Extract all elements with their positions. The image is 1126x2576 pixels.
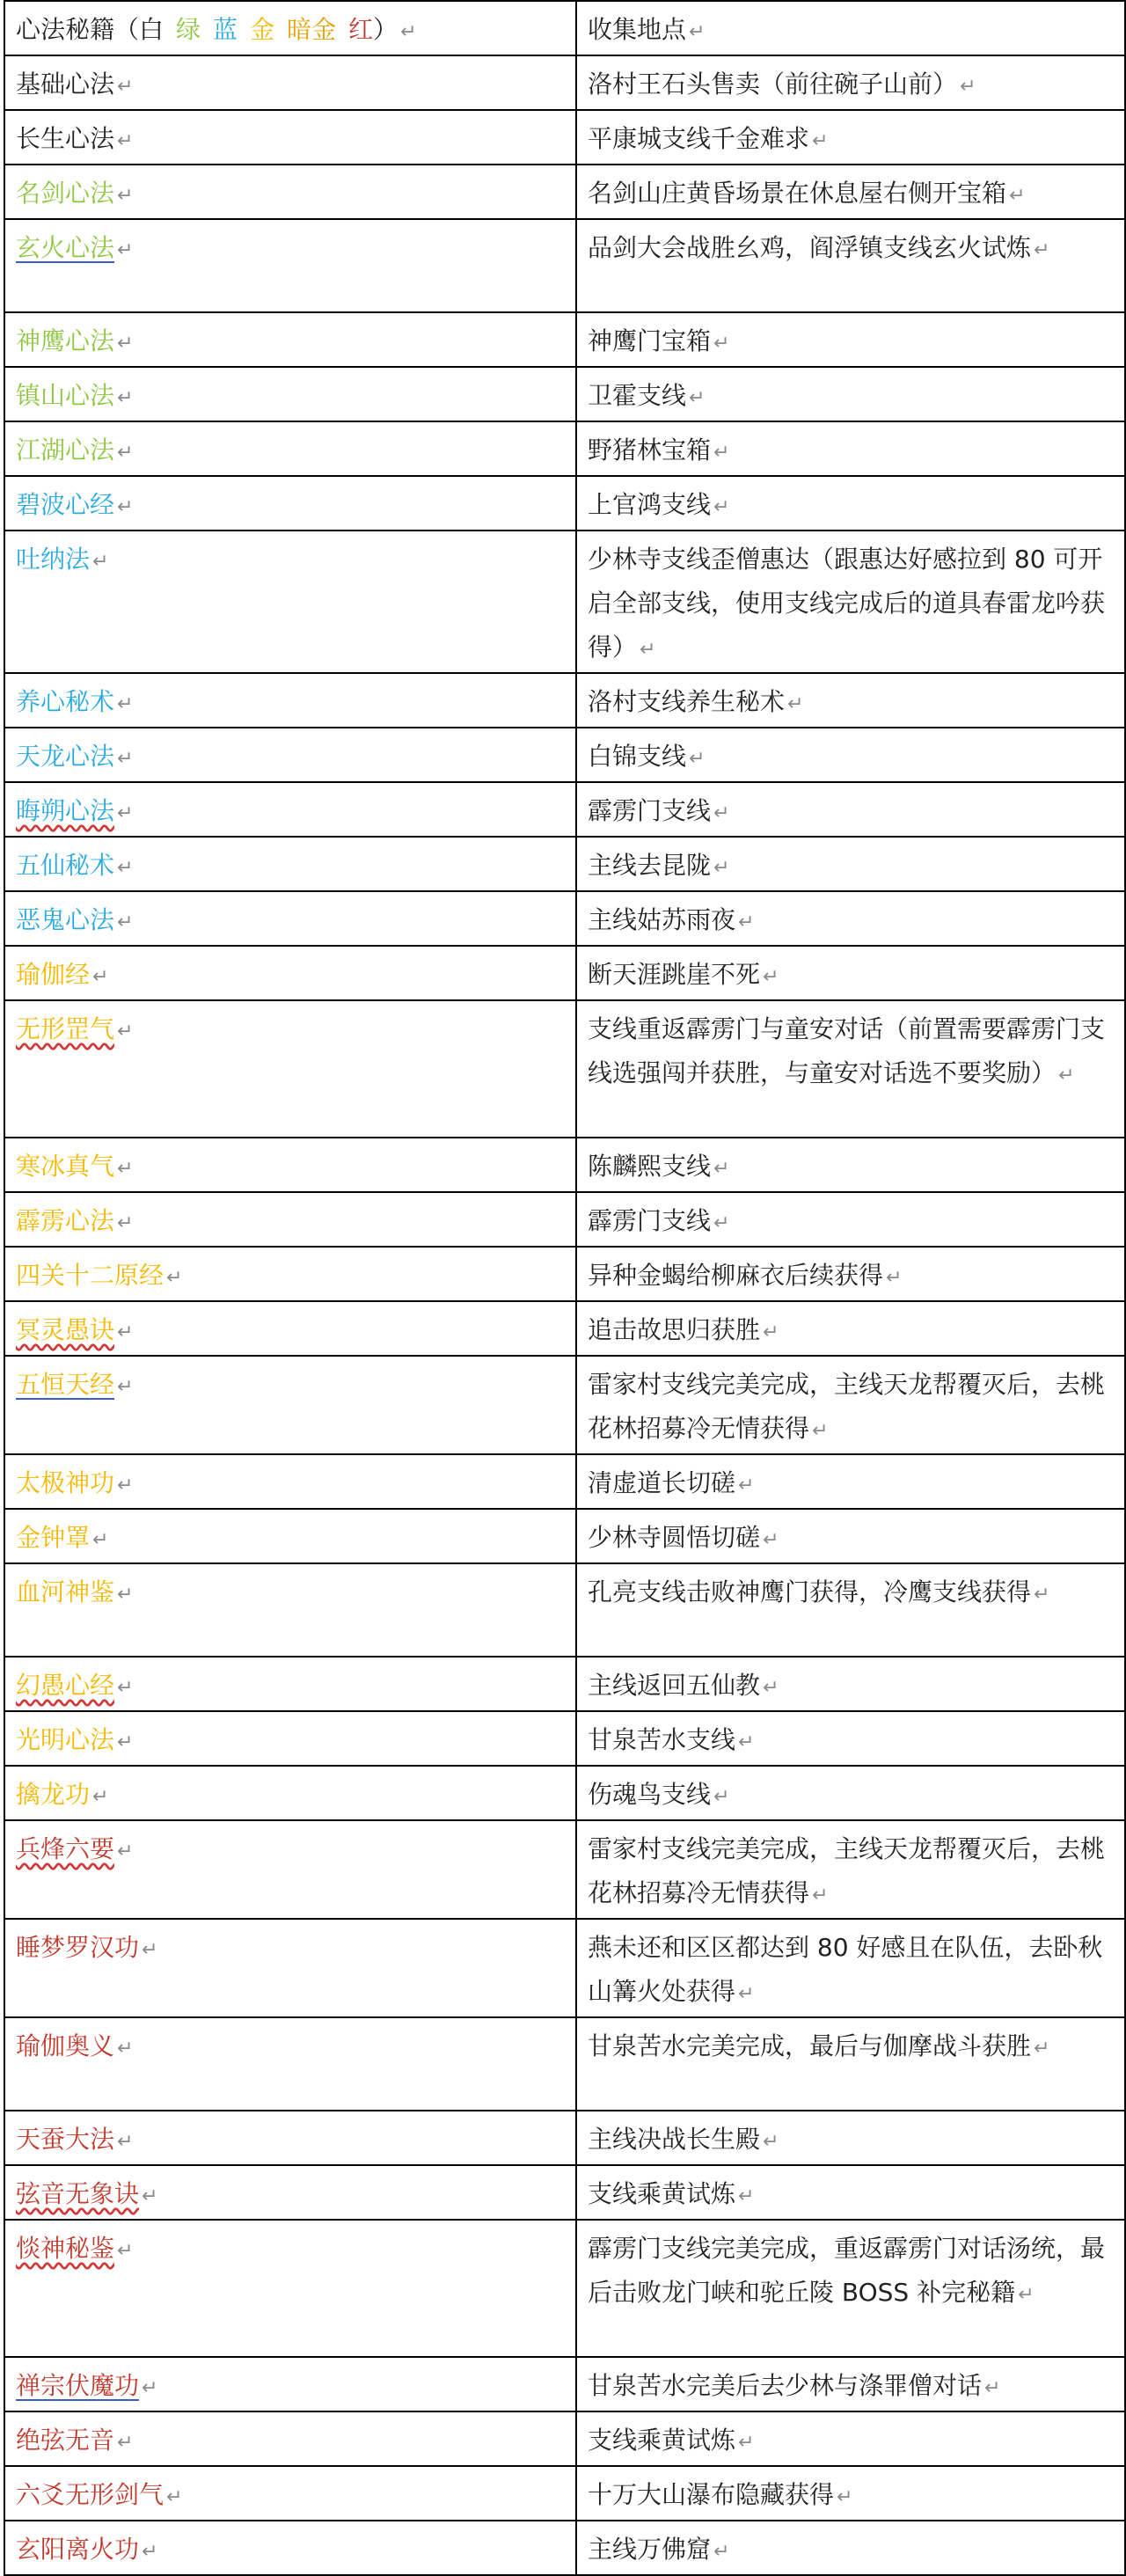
table-row [4, 1711, 1125, 1766]
manual-name-cell [4, 1509, 576, 1563]
table-row [4, 2466, 1125, 2521]
manual-name: 血河神鉴 [16, 1577, 115, 1606]
location-text: 上官鸿支线 [588, 490, 712, 519]
return-mark: ↵ [142, 2185, 158, 2207]
location-cell [576, 2165, 1125, 2220]
table-row [4, 110, 1125, 165]
return-mark: ↵ [960, 76, 976, 98]
return-mark: ↵ [117, 911, 134, 933]
manual-name: 光明心法 [16, 1725, 115, 1754]
location-cell [576, 1247, 1125, 1301]
location-text: 甘泉苦水支线 [588, 1725, 736, 1754]
manual-name-cell [4, 367, 576, 421]
location-text: 野猪林宝箱 [588, 435, 712, 465]
table-row [4, 1138, 1125, 1192]
manual-name-cell [4, 1192, 576, 1247]
table-row [4, 2165, 1125, 2220]
return-mark: ↵ [117, 239, 134, 261]
return-mark: ↵ [142, 1939, 158, 1961]
manual-name: 惔神秘鉴 [16, 2234, 115, 2263]
location-text: 甘泉苦水完美完成，最后与伽摩战斗获胜 [588, 2031, 1032, 2060]
return-mark: ↵ [117, 333, 134, 355]
return-mark: ↵ [117, 1212, 134, 1234]
location-text: 追击故思归获胜 [588, 1315, 761, 1344]
location-cell [576, 1820, 1125, 1919]
location-cell [576, 312, 1125, 367]
return-mark: ↵ [117, 1021, 134, 1043]
location-text: 主线万佛窟 [588, 2535, 712, 2564]
manual-name-cell [4, 1247, 576, 1301]
return-mark: ↵ [812, 130, 829, 152]
return-mark: ↵ [117, 1677, 134, 1699]
manual-name: 禅宗伏魔功 [16, 2371, 140, 2400]
manual-name: 五恒天经 [16, 1370, 115, 1399]
return-mark: ↵ [92, 551, 109, 573]
table-row [4, 2220, 1125, 2357]
location-text: 卫霍支线 [588, 381, 687, 410]
location-text: 霹雳门支线 [588, 796, 712, 825]
location-text: 平康城支线千金难求 [588, 124, 810, 153]
manual-name: 兵烽六要 [16, 1834, 115, 1863]
return-mark: ↵ [738, 1475, 755, 1497]
header-location-label: 收集地点 [588, 15, 687, 44]
location-cell [576, 476, 1125, 531]
return-mark: ↵ [117, 496, 134, 518]
return-mark: ↵ [117, 2432, 134, 2454]
return-mark: ↵ [738, 1983, 755, 2005]
table-row [4, 421, 1125, 476]
manual-name-cell [4, 1356, 576, 1454]
location-text: 主线去昆陇 [588, 851, 712, 880]
return-mark: ↵ [713, 2541, 730, 2563]
location-text: 少林寺支线歪僧惠达（跟惠达好感拉到 80 可开启全部支线，使用支线完成后的道具春雷龙吟获得） [588, 545, 1106, 662]
return-mark: ↵ [117, 1475, 134, 1497]
manual-name-cell [4, 728, 576, 782]
tier-label-gold: 金 [250, 15, 275, 44]
manual-name: 太极神功 [16, 1468, 115, 1497]
return-mark: ↵ [117, 185, 134, 207]
return-mark: ↵ [400, 21, 417, 43]
manual-name: 晦朔心法 [16, 796, 115, 825]
location-cell [576, 1711, 1125, 1766]
location-text: 清虚道长切磋 [588, 1468, 736, 1497]
location-cell [576, 1454, 1125, 1509]
header-prefix: 心法秘籍（ [16, 15, 140, 44]
manual-name-cell [4, 946, 576, 1000]
location-cell [576, 2357, 1125, 2411]
manual-name-cell [4, 476, 576, 531]
return-mark: ↵ [117, 1376, 134, 1398]
manual-name: 霹雳心法 [16, 1206, 115, 1235]
manual-name: 玄阳离火功 [16, 2535, 140, 2564]
location-text: 支线重返霹雳门与童安对话（前置需要霹雳门支线选强闯并获胜，与童安对话选不要奖励） [588, 1014, 1106, 1087]
table-row [4, 312, 1125, 367]
location-cell [576, 165, 1125, 219]
return-mark: ↵ [837, 2486, 853, 2508]
table-row [4, 165, 1125, 219]
manual-name: 镇山心法 [16, 381, 115, 410]
manual-name: 睡梦罗汉功 [16, 1933, 140, 1962]
manual-name: 弦音无象诀 [16, 2179, 140, 2208]
return-mark: ↵ [713, 333, 730, 355]
manual-name: 基础心法 [16, 70, 115, 99]
return-mark: ↵ [689, 387, 706, 409]
location-text: 雷家村支线完美完成，主线天龙帮覆灭后，去桃花林招募冷无情获得 [588, 1370, 1106, 1443]
return-mark: ↵ [763, 1529, 779, 1551]
header-cell-manual [4, 1, 576, 55]
return-mark: ↵ [1034, 1584, 1050, 1606]
location-cell [576, 2411, 1125, 2466]
manual-collection-table [4, 0, 1126, 2576]
return-mark: ↵ [787, 693, 804, 715]
location-cell [576, 110, 1125, 165]
manual-name-cell [4, 219, 576, 312]
table-row [4, 476, 1125, 531]
table-row [4, 946, 1125, 1000]
return-mark: ↵ [689, 21, 706, 43]
table-row [4, 367, 1125, 421]
return-mark: ↵ [117, 76, 134, 98]
return-mark: ↵ [117, 387, 134, 409]
tier-label-darkgold: 暗金 [287, 15, 337, 44]
tier-label-blue: 蓝 [213, 15, 238, 44]
location-text: 十万大山瀑布隐藏获得 [588, 2480, 835, 2509]
manual-name-cell [4, 421, 576, 476]
location-cell [576, 55, 1125, 110]
manual-name-cell [4, 2521, 576, 2575]
table-row [4, 1301, 1125, 1356]
location-text: 主线返回五仙教 [588, 1671, 761, 1700]
return-mark: ↵ [117, 442, 134, 464]
manual-name-cell [4, 1301, 576, 1356]
return-mark: ↵ [117, 802, 134, 824]
table-row [4, 531, 1125, 673]
location-text: 洛村王石头售卖（前往碗子山前） [588, 70, 958, 99]
location-cell [576, 1301, 1125, 1356]
table-row [4, 1454, 1125, 1509]
location-cell [576, 1356, 1125, 1454]
return-mark: ↵ [117, 130, 134, 152]
location-cell [576, 1138, 1125, 1192]
return-mark: ↵ [713, 802, 730, 824]
table-row [4, 2411, 1125, 2466]
table-row [4, 1766, 1125, 1820]
return-mark: ↵ [738, 911, 755, 933]
manual-name-cell [4, 1454, 576, 1509]
return-mark: ↵ [812, 1884, 829, 1906]
table-row [4, 1509, 1125, 1563]
location-text: 伤魂鸟支线 [588, 1780, 712, 1809]
manual-name: 玄火心法 [16, 233, 115, 262]
return-mark: ↵ [117, 1841, 134, 1862]
return-mark: ↵ [713, 1786, 730, 1808]
manual-name: 金钟罩 [16, 1523, 91, 1552]
tier-label-green: 绿 [176, 15, 201, 44]
header-suffix: ） [373, 15, 398, 44]
manual-name-cell [4, 2017, 576, 2111]
return-mark: ↵ [1009, 185, 1026, 207]
location-text: 燕未还和区区都达到 80 好感且在队伍，去卧秋山篝火处获得 [588, 1933, 1103, 2006]
return-mark: ↵ [117, 2038, 134, 2060]
location-text: 少林寺圆悟切磋 [588, 1523, 761, 1552]
table-row [4, 1000, 1125, 1138]
manual-name: 幻愚心经 [16, 1671, 115, 1700]
manual-name: 绝弦无音 [16, 2426, 115, 2455]
manual-name-cell [4, 2466, 576, 2521]
return-mark: ↵ [117, 2131, 134, 2153]
manual-name: 四关十二原经 [16, 1261, 165, 1290]
return-mark: ↵ [1034, 2038, 1050, 2060]
manual-name: 无形罡气 [16, 1014, 115, 1043]
return-mark: ↵ [92, 1786, 109, 1808]
table-body [4, 1, 1125, 2575]
table-row [4, 673, 1125, 728]
manual-name-cell [4, 2220, 576, 2357]
header-row [4, 1, 1125, 55]
manual-name: 天龙心法 [16, 742, 115, 771]
manual-name: 养心秘术 [16, 687, 115, 716]
manual-name: 吐纳法 [16, 545, 91, 574]
location-text: 甘泉苦水完美后去少林与涤罪僧对话 [588, 2371, 983, 2400]
return-mark: ↵ [738, 2185, 755, 2207]
location-cell [576, 367, 1125, 421]
tier-label-white: 白 [139, 15, 165, 44]
location-text: 支线乘黄试炼 [588, 2426, 736, 2455]
table-row [4, 728, 1125, 782]
location-text: 主线决战长生殿 [588, 2125, 761, 2154]
manual-name-cell [4, 1000, 576, 1138]
location-text: 神鹰门宝箱 [588, 326, 712, 355]
return-mark: ↵ [886, 1267, 903, 1289]
return-mark: ↵ [117, 1321, 134, 1343]
manual-name: 碧波心经 [16, 490, 115, 519]
return-mark: ↵ [142, 2541, 158, 2563]
location-cell [576, 1509, 1125, 1563]
manual-name-cell [4, 1563, 576, 1657]
manual-name: 五仙秘术 [16, 851, 115, 880]
return-mark: ↵ [166, 1267, 183, 1289]
location-cell [576, 2220, 1125, 2357]
return-mark: ↵ [92, 966, 109, 988]
location-text: 品剑大会战胜幺鸡，阎浮镇支线玄火试炼 [588, 233, 1032, 262]
return-mark: ↵ [117, 2240, 134, 2262]
manual-name-cell [4, 1711, 576, 1766]
manual-name-cell [4, 55, 576, 110]
manual-name: 神鹰心法 [16, 326, 115, 355]
location-cell [576, 531, 1125, 673]
return-mark: ↵ [763, 1677, 779, 1699]
location-cell [576, 1192, 1125, 1247]
table-row [4, 2357, 1125, 2411]
location-cell [576, 837, 1125, 891]
manual-name-cell [4, 2165, 576, 2220]
location-text: 白锦支线 [588, 742, 687, 771]
manual-name: 冥灵愚诀 [16, 1315, 115, 1344]
manual-name-cell [4, 1766, 576, 1820]
table-row [4, 1247, 1125, 1301]
table-row [4, 2017, 1125, 2111]
return-mark: ↵ [713, 442, 730, 464]
manual-name-cell [4, 2357, 576, 2411]
manual-name: 擒龙功 [16, 1780, 91, 1809]
table-row [4, 2111, 1125, 2165]
manual-name-cell [4, 165, 576, 219]
location-cell [576, 421, 1125, 476]
table-row [4, 219, 1125, 312]
return-mark: ↵ [763, 1321, 779, 1343]
table-row [4, 1657, 1125, 1711]
manual-name-cell [4, 1138, 576, 1192]
location-text: 陈麟熙支线 [588, 1152, 712, 1181]
manual-name-cell [4, 782, 576, 837]
table-row [4, 1563, 1125, 1657]
return-mark: ↵ [763, 966, 779, 988]
return-mark: ↵ [166, 2486, 183, 2508]
table-row [4, 782, 1125, 837]
location-text: 主线姑苏雨夜 [588, 905, 736, 934]
location-text: 名剑山庄黄昏场景在休息屋右侧开宝箱 [588, 179, 1007, 208]
manual-name-cell [4, 531, 576, 673]
location-cell [576, 2017, 1125, 2111]
manual-name-cell [4, 1919, 576, 2017]
return-mark: ↵ [117, 1584, 134, 1606]
manual-name: 恶鬼心法 [16, 905, 115, 934]
table-row [4, 891, 1125, 946]
manual-name: 长生心法 [16, 124, 115, 153]
location-cell [576, 891, 1125, 946]
table-row [4, 1192, 1125, 1247]
manual-name-cell [4, 673, 576, 728]
tier-label-red: 红 [348, 15, 374, 44]
return-mark: ↵ [1058, 1065, 1075, 1087]
tier-legend [139, 15, 373, 44]
return-mark: ↵ [713, 1212, 730, 1234]
manual-name-cell [4, 891, 576, 946]
table-row [4, 55, 1125, 110]
return-mark: ↵ [640, 639, 656, 661]
table-row [4, 1356, 1125, 1454]
location-cell [576, 946, 1125, 1000]
manual-name: 寒冰真气 [16, 1152, 115, 1181]
manual-name-cell [4, 1657, 576, 1711]
table-row [4, 1820, 1125, 1919]
manual-name-cell [4, 2111, 576, 2165]
location-text: 霹雳门支线 [588, 1206, 712, 1235]
manual-name-cell [4, 1820, 576, 1919]
table-row [4, 837, 1125, 891]
manual-name: 瑜伽奥义 [16, 2031, 115, 2060]
return-mark: ↵ [1034, 239, 1050, 261]
location-cell [576, 2466, 1125, 2521]
location-cell [576, 2111, 1125, 2165]
manual-name: 江湖心法 [16, 435, 115, 465]
location-cell [576, 1919, 1125, 2017]
return-mark: ↵ [713, 1158, 730, 1180]
location-cell [576, 219, 1125, 312]
location-text: 霹雳门支线完美完成，重返霹雳门对话汤统，最后击败龙门峡和驼丘陵 BOSS 补完秘籍 [588, 2234, 1106, 2307]
return-mark: ↵ [738, 2432, 755, 2454]
location-cell [576, 728, 1125, 782]
return-mark: ↵ [689, 748, 706, 770]
return-mark: ↵ [142, 2377, 158, 2399]
table-row [4, 2521, 1125, 2575]
location-text: 支线乘黄试炼 [588, 2179, 736, 2208]
manual-name-cell [4, 2411, 576, 2466]
return-mark: ↵ [1018, 2284, 1035, 2306]
manual-name-cell [4, 312, 576, 367]
manual-name-cell [4, 110, 576, 165]
return-mark: ↵ [117, 748, 134, 770]
return-mark: ↵ [117, 1731, 134, 1753]
return-mark: ↵ [738, 1731, 755, 1753]
location-cell [576, 1657, 1125, 1711]
location-text: 异种金蝎给柳麻衣后续获得 [588, 1261, 884, 1290]
manual-name-cell [4, 837, 576, 891]
location-cell [576, 1563, 1125, 1657]
header-cell-location [576, 1, 1125, 55]
location-cell [576, 2521, 1125, 2575]
location-text: 孔亮支线击败神鹰门获得，冷鹰支线获得 [588, 1577, 1032, 1606]
return-mark: ↵ [117, 693, 134, 715]
location-cell [576, 673, 1125, 728]
location-cell [576, 782, 1125, 837]
manual-name: 六爻无形剑气 [16, 2480, 165, 2509]
location-cell [576, 1766, 1125, 1820]
return-mark: ↵ [713, 857, 730, 879]
return-mark: ↵ [117, 1158, 134, 1180]
return-mark: ↵ [117, 857, 134, 879]
manual-name: 天蚕大法 [16, 2125, 115, 2154]
manual-name: 名剑心法 [16, 179, 115, 208]
return-mark: ↵ [812, 1420, 829, 1442]
location-cell [576, 1000, 1125, 1138]
table-row [4, 1919, 1125, 2017]
return-mark: ↵ [984, 2377, 1001, 2399]
manual-name: 瑜伽经 [16, 960, 91, 989]
return-mark: ↵ [763, 2131, 779, 2153]
location-text: 洛村支线养生秘术 [588, 687, 786, 716]
return-mark: ↵ [713, 496, 730, 518]
location-text: 断天涯跳崖不死 [588, 960, 761, 989]
location-text: 雷家村支线完美完成，主线天龙帮覆灭后，去桃花林招募冷无情获得 [588, 1834, 1106, 1907]
return-mark: ↵ [92, 1529, 109, 1551]
